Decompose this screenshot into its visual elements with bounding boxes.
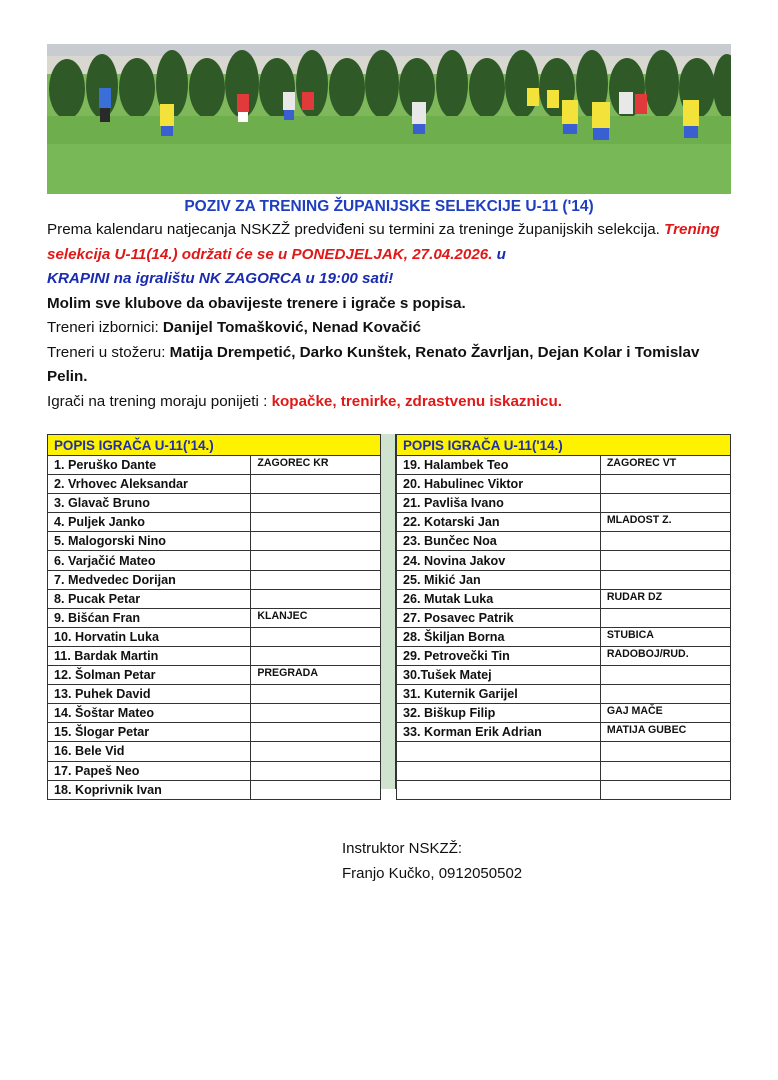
player-name: 13. Puhek David [48,685,251,704]
player-club [251,627,381,646]
player-name: 32. Biškup Filip [397,704,601,723]
player-name: 2. Vrhovec Aleksandar [48,475,251,494]
player-name: 19. Halambek Teo [397,456,601,475]
location-connector: u [492,245,506,263]
player-club: ZAGOREC KR [251,456,381,475]
player-name: 30.Tušek Matej [397,666,601,685]
head-coaches-names: Danijel Tomašković, Nenad Kovačić [162,319,421,336]
player-name: 12. Šolman Petar [48,666,251,685]
equipment-label: Igrači na trening moraju ponijeti : [47,392,272,410]
player-name: 14. Šoštar Mateo [48,704,251,723]
player-name: 18. Koprivnik Ivan [48,780,251,799]
instructor-signature [342,836,522,886]
player-club [600,551,730,570]
player-club [251,704,381,723]
table-row [48,723,381,742]
table-row [48,761,381,780]
player-name: 3. Glavač Bruno [48,494,251,513]
training-photo [47,44,731,194]
left-player-table [47,434,381,800]
table-row [48,494,381,513]
player-club [600,780,730,799]
player-name: 21. Pavliša Ivano [397,494,601,513]
staff-coaches-names: Matija Drempetić, Darko Kunštek, Renato Žavrljan, Dejan Kolar i Tomislav Pelin. [47,343,700,385]
table-row [397,742,731,761]
player-club [251,513,381,532]
player-club [251,589,381,608]
table-row [48,608,381,627]
table-row [48,551,381,570]
table-row [48,627,381,646]
clubs-notice: Molim sve klubove da obavijeste trenere i igrače s popisa. [47,294,466,312]
player-club: PREGRADA [251,666,381,685]
player-club [251,761,381,780]
table-row [397,761,731,780]
player-name: 4. Puljek Janko [48,513,251,532]
table-row [397,570,731,589]
staff-coaches-label: Treneri u stožeru: [47,343,170,361]
player-club [600,761,730,780]
city-text: KRAPINI [47,270,110,287]
instructor-contact: Franjo Kučko, 0912050502 [342,865,523,882]
player-club [600,685,730,704]
player-name: 25. Mikić Jan [397,570,601,589]
table-row [397,551,731,570]
player-name: 7. Medvedec Dorijan [48,570,251,589]
player-club [600,742,730,761]
player-name: 10. Horvatin Luka [48,627,251,646]
player-name: 31. Kuternik Garijel [397,685,601,704]
player-name [397,780,601,799]
player-name: 9. Bišćan Fran [48,608,251,627]
table-row [48,685,381,704]
table-row [48,570,381,589]
head-coaches-line [47,316,737,341]
player-club [251,685,381,704]
table-row [397,704,731,723]
player-club [251,742,381,761]
player-name: 5. Malogorski Nino [48,532,251,551]
staff-coaches-line [47,341,737,390]
table-row [48,742,381,761]
player-name: 6. Varjačić Mateo [48,551,251,570]
player-club: MLADOST Z. [600,513,730,532]
player-club [251,646,381,665]
player-club [600,532,730,551]
player-club: MATIJA GUBEC [600,723,730,742]
player-club [251,780,381,799]
page-title: POZIV ZA TRENING ŽUPANIJSKE SELEKCIJE U-11 ('14) [184,198,594,215]
table-row [397,589,731,608]
player-name [397,761,601,780]
table-row [397,532,731,551]
player-name: 29. Petrovečki Tin [397,646,601,665]
table-row [397,627,731,646]
table-header: POPIS IGRAČA U-11('14.) [397,435,731,456]
table-row [48,456,381,475]
player-club: GAJ MAČE [600,704,730,723]
player-name: 1. Peruško Dante [48,456,251,475]
equipment-line [47,390,737,415]
player-club [600,608,730,627]
player-name [397,742,601,761]
table-row [48,589,381,608]
right-player-table [396,434,731,800]
player-club [251,532,381,551]
player-name: 20. Habulinec Viktor [397,475,601,494]
player-club: RUDAR DZ [600,589,730,608]
table-row [48,704,381,723]
intro-text: Prema kalendaru natjecanja NSKZŽ predviđeni su termini za treninge županijskih selekcija. [47,221,665,238]
table-row [397,475,731,494]
player-name: 22. Kotarski Jan [397,513,601,532]
player-name: 28. Škiljan Borna [397,627,601,646]
table-row [48,532,381,551]
table-row [48,646,381,665]
player-club: STUBICA [600,627,730,646]
player-club [600,570,730,589]
equipment-items: kopačke, trenirke, zdrastvenu iskaznicu. [271,392,562,410]
player-club [251,570,381,589]
table-row [397,646,731,665]
table-row [48,475,381,494]
player-name: 26. Mutak Luka [397,589,601,608]
player-club [600,475,730,494]
table-row [397,685,731,704]
table-row [48,780,381,799]
player-name: 23. Bunčec Noa [397,532,601,551]
table-row [397,513,731,532]
player-name: 27. Posavec Patrik [397,608,601,627]
player-club [251,551,381,570]
player-club [600,494,730,513]
table-header: POPIS IGRAČA U-11('14.) [48,435,381,456]
schedule-paragraph [47,218,737,292]
player-club [251,494,381,513]
table-row [397,456,731,475]
player-club: KLANJEC [251,608,381,627]
player-name: 24. Novina Jakov [397,551,601,570]
head-coaches-label: Treneri izbornici: [47,319,163,336]
table-row [397,666,731,685]
player-club [600,666,730,685]
player-club: RADOBOJ/RUD. [600,646,730,665]
table-row [397,723,731,742]
player-name: 8. Pucak Petar [48,589,251,608]
training-date-text: Trening selekcija U-11(14.) održati će se u PONEDJELJAK, 27.04.2026. [47,221,720,263]
table-row [397,780,731,799]
player-name: 33. Korman Erik Adrian [397,723,601,742]
table-row [397,494,731,513]
player-name: 17. Papeš Neo [48,761,251,780]
player-name: 11. Bardak Martin [48,646,251,665]
player-club [251,723,381,742]
table-row [48,513,381,532]
instructor-role: Instruktor NSKZŽ: [342,840,463,857]
table-separator [380,434,396,789]
table-row [397,608,731,627]
player-club [251,475,381,494]
venue-time-text: na igralištu NK ZAGORCA u 19:00 sati! [109,270,394,287]
invitation-text [47,218,737,414]
player-name: 15. Šlogar Petar [48,723,251,742]
player-club: ZAGOREC VT [600,456,730,475]
player-name: 16. Bele Vid [48,742,251,761]
table-row [48,666,381,685]
